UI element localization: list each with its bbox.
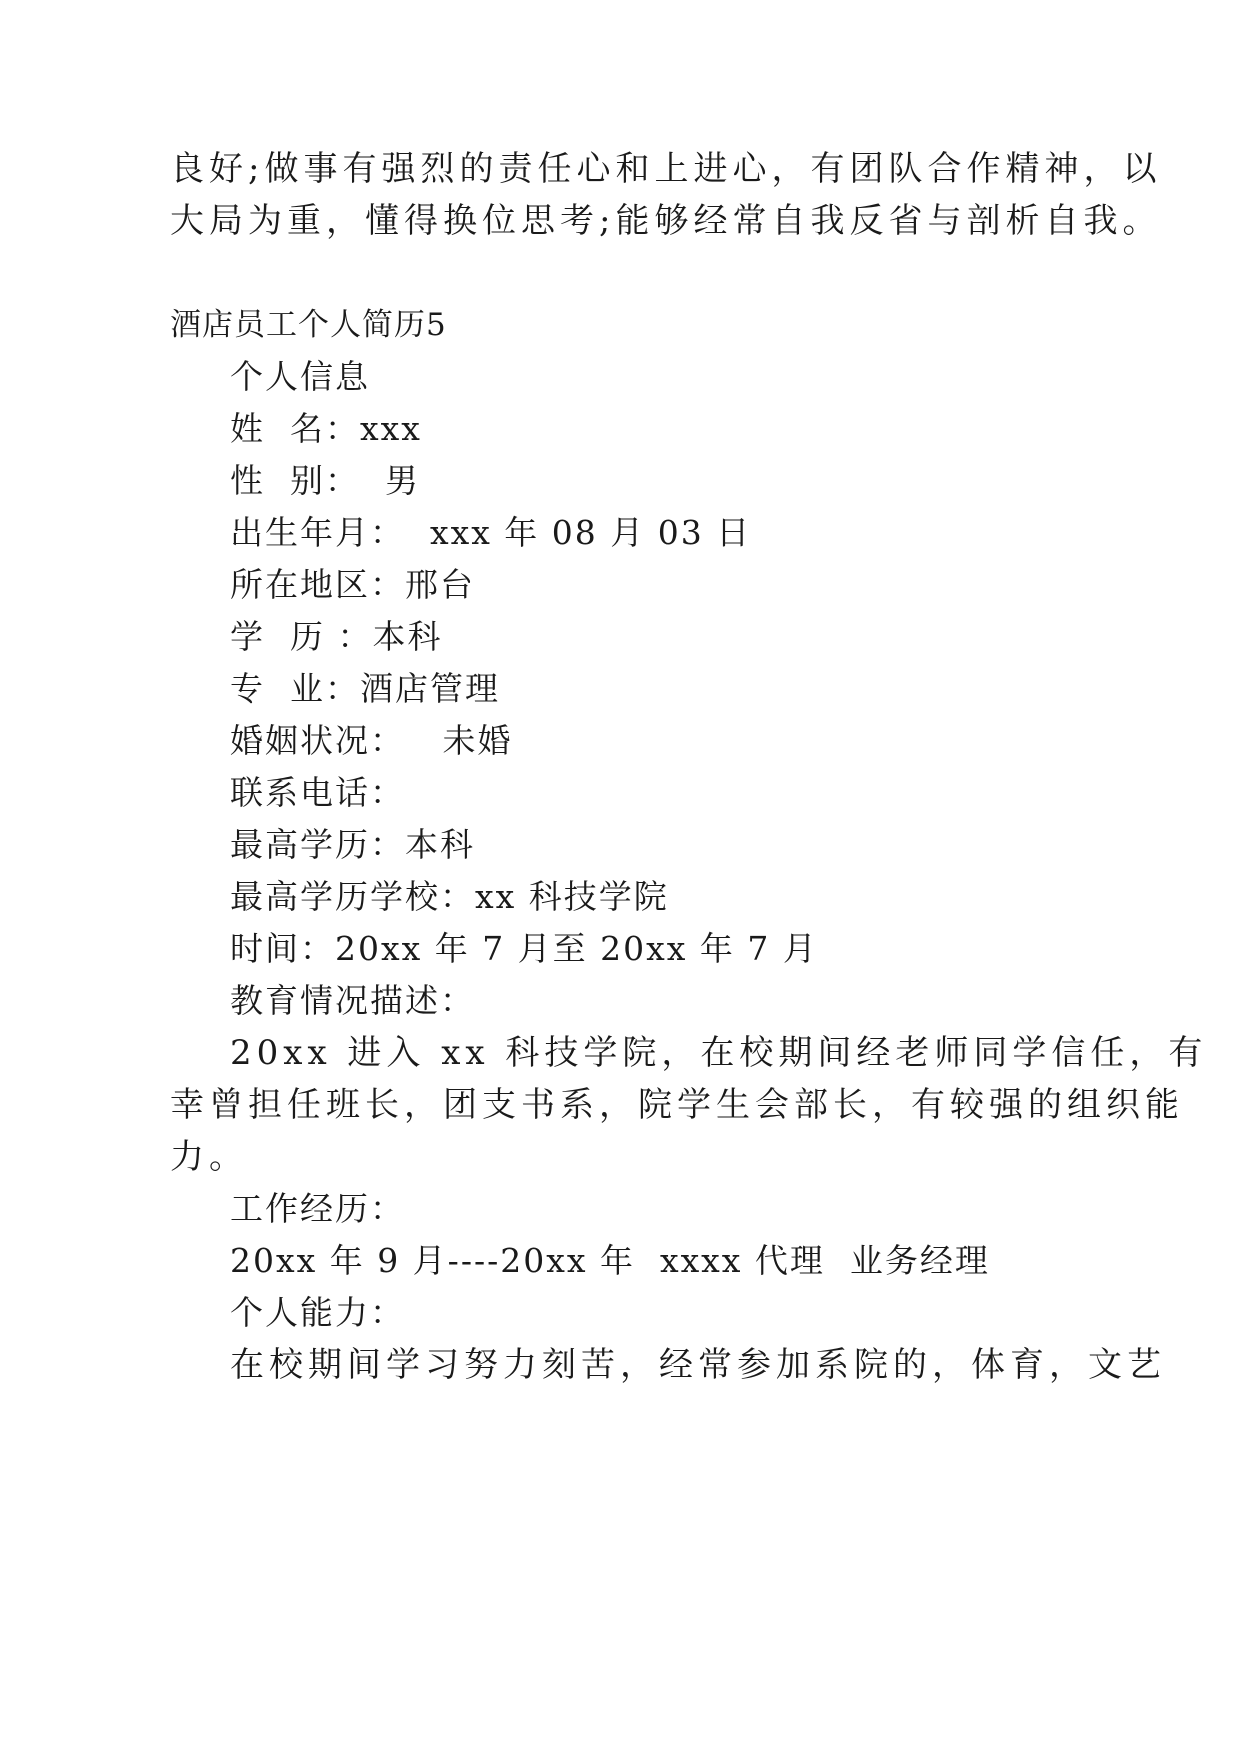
intro-line-2: 大局为重，懂得换位思考;能够经常自我反省与剖析自我。 <box>170 201 1162 241</box>
edu-desc-line-2: 幸曾担任班长，团支书系，院学生会部长，有较强的组织能 <box>170 1085 1184 1125</box>
work-entry: 20xx 年 9 月----20xx 年 xxxx 代理 业务经理 <box>230 1241 990 1280</box>
section-title: 酒店员工个人简历5 <box>170 307 447 343</box>
gender-field: 性 别： 男 <box>230 461 420 500</box>
marital-field: 婚姻状况： 未婚 <box>230 721 513 760</box>
highest-school-field: 最高学历学校：xx 科技学院 <box>230 877 669 916</box>
ability-line-1: 在校期间学习努力刻苦，经常参加系院的，体育，文艺 <box>230 1345 1166 1385</box>
ability-label: 个人能力： <box>230 1293 405 1332</box>
period-field: 时间：20xx 年 7 月至 20xx 年 7 月 <box>230 929 818 968</box>
edu-desc-label: 教育情况描述： <box>230 981 475 1020</box>
edu-desc-line-1: 20xx 进入 xx 科技学院，在校期间经老师同学信任，有 <box>230 1033 1208 1073</box>
work-label: 工作经历： <box>230 1189 405 1228</box>
intro-line-1: 良好;做事有强烈的责任心和上进心，有团队合作精神，以 <box>170 149 1162 189</box>
highest-degree-field: 最高学历：本科 <box>230 825 475 864</box>
major-field: 专 业：酒店管理 <box>230 669 500 708</box>
birth-field: 出生年月： xxx 年 08 月 03 日 <box>230 513 752 552</box>
phone-field: 联系电话： <box>230 773 405 812</box>
edu-desc-line-3: 力。 <box>170 1137 248 1177</box>
name-field: 姓 名：xxx <box>230 409 422 448</box>
education-field: 学 历 ：本科 <box>230 617 443 656</box>
personal-info-heading: 个人信息 <box>230 357 370 396</box>
region-field: 所在地区：邢台 <box>230 565 475 604</box>
